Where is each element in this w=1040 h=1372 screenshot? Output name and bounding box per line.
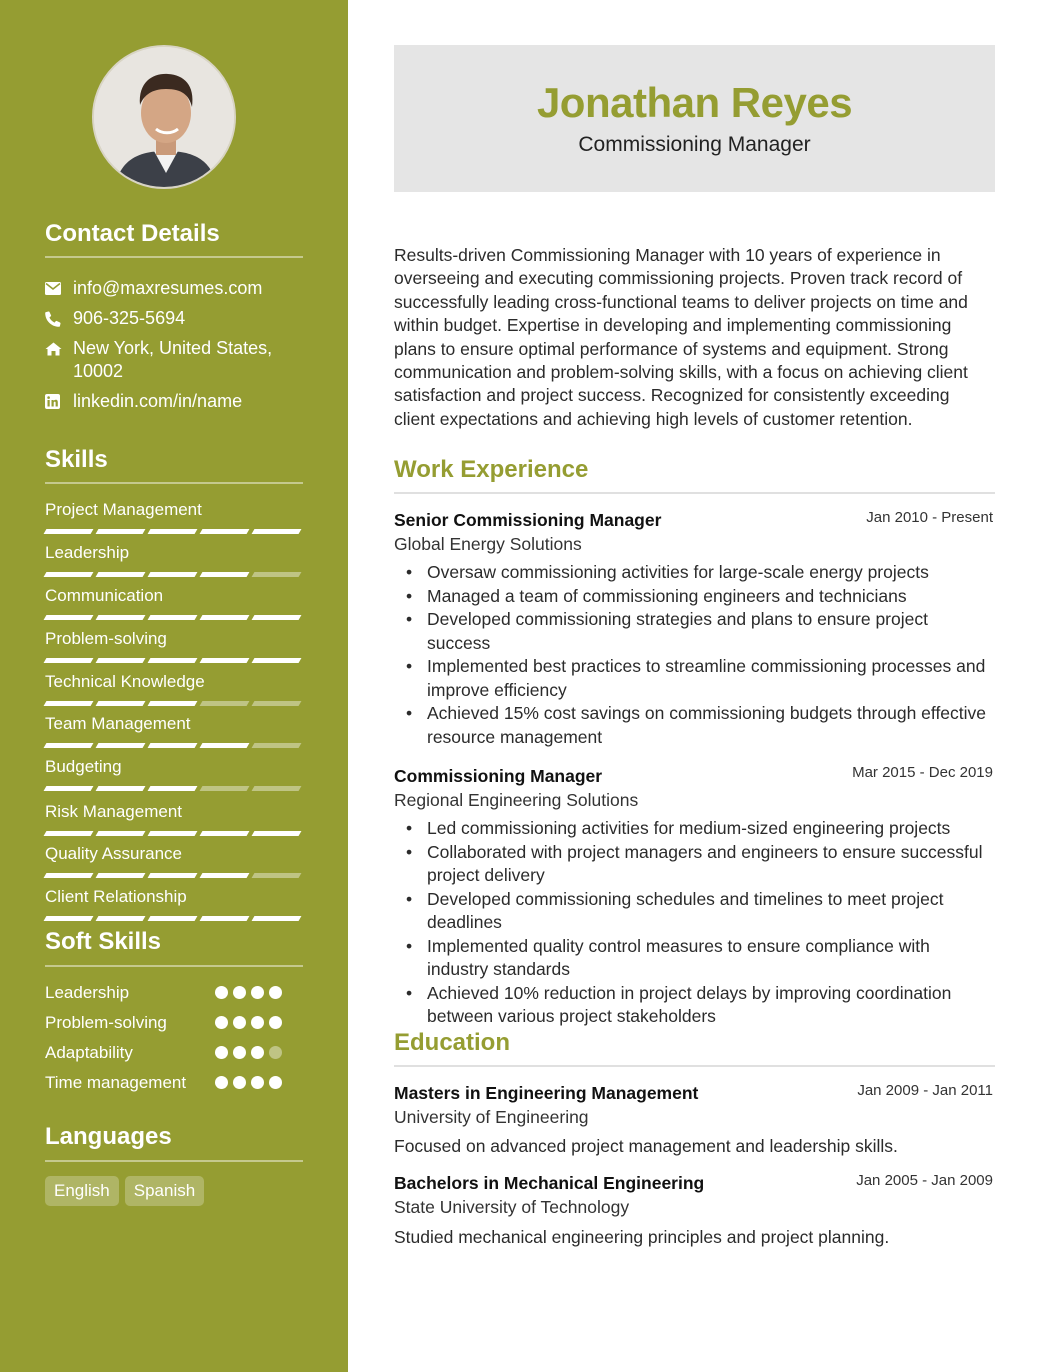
skill-level-segment (200, 916, 250, 921)
skill-level-segment (44, 873, 94, 878)
skill-level-segment (96, 873, 146, 878)
home-icon (45, 337, 73, 360)
envelope-icon (45, 277, 73, 300)
school-name: University of Engineering (394, 1107, 589, 1127)
profile-summary: Results-driven Commissioning Manager with 10 years of experience in overseeing and executing commissioning projects. Proven track record of successfully leading cross-functional teams to deliver projects on time and within budget. Expertise in developing and implementing commissioning plans to ensure optimal performance of systems and equipment. Strong communication and problem-solving skills, with a focus on achieving client satisfaction and project success. Recognized for consistently exceeding client expectations and achieving high levels of customer retention. (394, 245, 968, 429)
rating-dot (269, 1016, 282, 1029)
job-bullet: • Led commissioning activities for medium-sized engineering projects (394, 817, 995, 841)
skill-level-bar (45, 529, 300, 534)
contact-phone-text: 906-325-5694 (73, 308, 186, 328)
rating-dot (215, 1076, 228, 1089)
skill-level-segment (252, 743, 302, 748)
skill-level-segment (148, 916, 198, 921)
skill-level-segment (96, 615, 146, 620)
skill-level-segment (44, 615, 94, 620)
education-divider (394, 1065, 995, 1067)
skill-level-segment (44, 529, 94, 534)
job-company: Global Energy Solutions (394, 534, 582, 554)
skill-level-segment (252, 701, 302, 706)
skill-level-segment (44, 572, 94, 577)
rating-dot (215, 1046, 228, 1059)
job-bullet: • Collaborated with project managers and engineers to ensure successful project delivery (394, 841, 995, 888)
skill-level-segment (96, 658, 146, 663)
contact-email[interactable] (45, 277, 303, 300)
soft-skill-item (45, 982, 303, 1004)
skill-name: Problem-solving (45, 629, 167, 648)
rating-dot (233, 1016, 246, 1029)
skill-item (45, 714, 303, 734)
skill-level-segment (148, 572, 198, 577)
soft-skill-name: Leadership (45, 983, 130, 1002)
skill-level-segment (96, 786, 146, 791)
skills-heading: Skills (45, 446, 108, 473)
rating-dot (269, 1046, 282, 1059)
linkedin-icon (45, 390, 73, 413)
rating-dot (215, 1016, 228, 1029)
skill-level-segment (96, 916, 146, 921)
sidebar (0, 0, 348, 1372)
soft-skill-name: Time management (45, 1073, 187, 1092)
skill-level-segment (96, 831, 146, 836)
skill-level-segment (44, 786, 94, 791)
skill-item (45, 887, 303, 907)
skill-name: Budgeting (45, 757, 122, 776)
skill-level-segment (44, 658, 94, 663)
skill-item (45, 629, 303, 649)
skill-name: Quality Assurance (45, 844, 183, 863)
rating-dot (251, 1046, 264, 1059)
soft-skills-heading: Soft Skills (45, 928, 162, 955)
experience-heading: Work Experience (394, 456, 589, 483)
degree-title: Masters in Engineering Management (394, 1083, 699, 1103)
skills-divider (45, 482, 303, 484)
skill-level-segment (96, 572, 146, 577)
skill-level-segment (200, 572, 250, 577)
avatar (92, 45, 236, 189)
skill-item (45, 802, 303, 822)
job-bullet: • Managed a team of commissioning engineers and technicians (394, 585, 995, 609)
job-bullet: • Implemented quality control measures to ensure compliance with industry standards (394, 935, 995, 982)
profile-photo (94, 47, 236, 189)
skill-level-segment (200, 529, 250, 534)
skill-name: Communication (45, 586, 164, 605)
skill-item (45, 500, 303, 520)
skill-level-segment (44, 701, 94, 706)
phone-icon (45, 307, 73, 330)
skill-level-segment (200, 658, 250, 663)
languages-divider (45, 1160, 303, 1162)
degree-description: Focused on advanced project management and leadership skills. (394, 1136, 898, 1156)
skill-level-segment (252, 916, 302, 921)
skill-level-bar (45, 615, 300, 620)
skill-level-bar (45, 572, 300, 577)
rating-dot (233, 1076, 246, 1089)
skill-level-segment (44, 831, 94, 836)
skill-level-segment (200, 701, 250, 706)
job-bullet: • Achieved 15% cost savings on commissioning budgets through effective resource management (394, 702, 995, 749)
skill-level-segment (96, 701, 146, 706)
degree-title: Bachelors in Mechanical Engineering (394, 1173, 705, 1193)
skill-name: Leadership (45, 543, 130, 562)
rating-dot (233, 1046, 246, 1059)
skill-level-segment (148, 529, 198, 534)
candidate-title: Commissioning Manager (578, 133, 811, 156)
skill-item (45, 672, 303, 692)
skill-level-bar (45, 701, 300, 706)
degree-dates: Jan 2009 - Jan 2011 (857, 1082, 993, 1099)
skill-level-segment (148, 615, 198, 620)
contact-heading: Contact Details (45, 220, 220, 247)
job-bullet: • Developed commissioning schedules and timelines to meet project deadlines (394, 888, 995, 935)
skill-name: Risk Management (45, 802, 183, 821)
skill-level-segment (252, 786, 302, 791)
skill-level-segment (200, 786, 250, 791)
skill-level-bar (45, 658, 300, 663)
skill-item (45, 543, 303, 563)
contact-phone[interactable] (45, 307, 303, 330)
rating-dot (251, 986, 264, 999)
skill-item (45, 757, 303, 777)
skill-level-segment (148, 743, 198, 748)
soft-skill-rating (215, 1076, 282, 1089)
skill-level-bar (45, 831, 300, 836)
skill-level-segment (252, 529, 302, 534)
skill-item (45, 586, 303, 606)
job-title: Commissioning Manager (394, 766, 603, 786)
skill-name: Project Management (45, 500, 202, 519)
skill-level-segment (200, 873, 250, 878)
job-bullets (394, 561, 995, 749)
job-bullet: • Oversaw commissioning activities for large-scale energy projects (394, 561, 995, 585)
job-bullets (394, 817, 995, 1029)
languages-list (45, 1176, 204, 1206)
skill-level-segment (252, 658, 302, 663)
skill-name: Technical Knowledge (45, 672, 205, 691)
skill-level-segment (200, 831, 250, 836)
skill-level-segment (148, 873, 198, 878)
job-title: Senior Commissioning Manager (394, 510, 662, 530)
skill-level-bar (45, 786, 300, 791)
skill-level-bar (45, 743, 300, 748)
degree-description: Studied mechanical engineering principles and project planning. (394, 1227, 890, 1247)
contact-address (45, 337, 303, 383)
contact-linkedin[interactable] (45, 390, 303, 413)
job-dates: Jan 2010 - Present (866, 509, 993, 526)
job-bullet: • Achieved 10% reduction in project delays by improving coordination between various project stakeholders (394, 982, 995, 1029)
job-dates: Mar 2015 - Dec 2019 (852, 764, 993, 781)
skill-level-segment (96, 743, 146, 748)
soft-skill-rating (215, 986, 282, 999)
skill-level-segment (252, 873, 302, 878)
skill-level-segment (200, 743, 250, 748)
language-chip: English (45, 1176, 119, 1206)
name-header (394, 45, 995, 192)
contact-linkedin-text: linkedin.com/in/name (73, 391, 243, 411)
skill-level-segment (252, 615, 302, 620)
language-chip: Spanish (125, 1176, 204, 1206)
rating-dot (269, 1076, 282, 1089)
soft-skill-item (45, 1072, 303, 1094)
candidate-name: Jonathan Reyes (536, 79, 853, 126)
skill-level-segment (200, 615, 250, 620)
skill-level-segment (44, 743, 94, 748)
soft-skill-item (45, 1012, 303, 1034)
job-bullet: • Developed commissioning strategies and plans to ensure project success (394, 608, 995, 655)
soft-skill-rating (215, 1016, 282, 1029)
skill-level-bar (45, 873, 300, 878)
skill-level-segment (148, 701, 198, 706)
experience-divider (394, 492, 995, 494)
skill-level-segment (96, 529, 146, 534)
languages-heading: Languages (45, 1123, 172, 1150)
skill-level-segment (252, 831, 302, 836)
soft-skill-name: Adaptability (45, 1043, 133, 1062)
job-bullet: • Implemented best practices to streamline commissioning processes and improve efficiency (394, 655, 995, 702)
rating-dot (251, 1016, 264, 1029)
job-company: Regional Engineering Solutions (394, 790, 639, 810)
skill-level-segment (44, 916, 94, 921)
rating-dot (269, 986, 282, 999)
skill-level-bar (45, 916, 300, 921)
soft-skill-item (45, 1042, 303, 1064)
rating-dot (215, 986, 228, 999)
skill-item (45, 844, 303, 864)
skill-level-segment (148, 658, 198, 663)
skill-level-segment (148, 831, 198, 836)
contact-email-text: info@maxresumes.com (73, 278, 263, 298)
skill-level-segment (148, 786, 198, 791)
contact-address-text: New York, United States, 10002 (73, 338, 273, 381)
soft-skills-divider (45, 965, 303, 967)
education-heading: Education (394, 1029, 511, 1056)
rating-dot (233, 986, 246, 999)
contact-divider (45, 256, 303, 258)
skill-level-segment (252, 572, 302, 577)
rating-dot (251, 1076, 264, 1089)
soft-skill-name: Problem-solving (45, 1013, 167, 1032)
soft-skill-rating (215, 1046, 282, 1059)
school-name: State University of Technology (394, 1197, 630, 1217)
skill-name: Client Relationship (45, 887, 187, 906)
degree-dates: Jan 2005 - Jan 2009 (856, 1172, 993, 1189)
skill-name: Team Management (45, 714, 191, 733)
